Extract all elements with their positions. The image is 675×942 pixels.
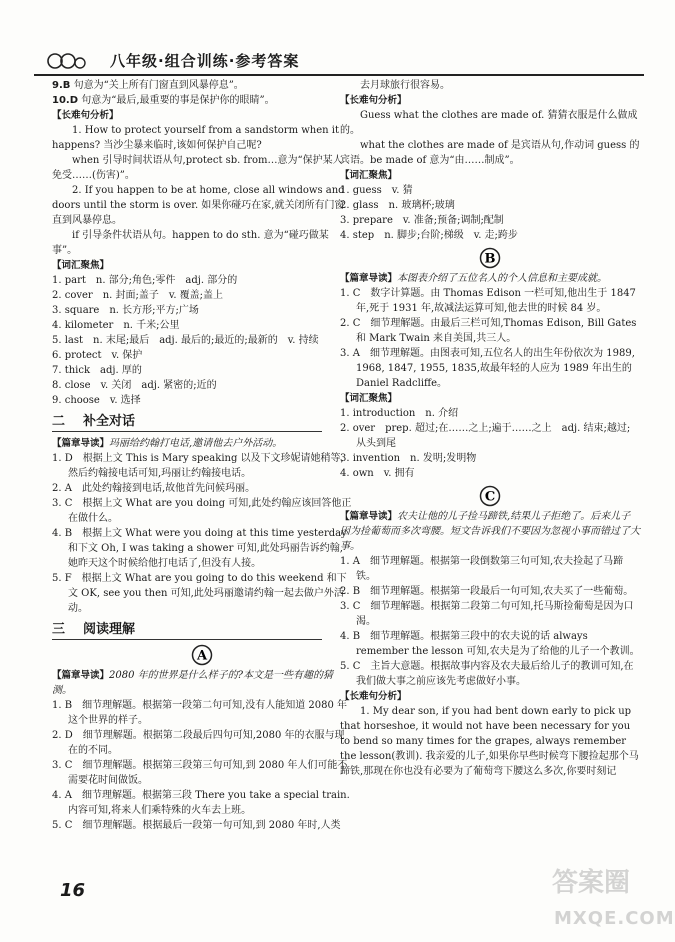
- section-3-heading: 三 阅读理解: [52, 622, 322, 640]
- vocab-item: 1. guess v. 猜: [340, 185, 413, 196]
- vocab-item: 5. last n. 末尾;最后 adj. 最后的;最近的;最新的 v. 持续: [52, 335, 319, 346]
- header-title: 八年级·组合训练·参考答案: [110, 52, 300, 70]
- reading-c-answer-4: 4. B 细节理解题。根据第三段中的农夫说的话 always remember the lesson 可知,农夫是为了给他的儿子一个教训。: [340, 631, 640, 657]
- vocab-item: 4. kilometer n. 千米;公里: [52, 320, 180, 331]
- long-sentence-2: 2. If you happen to be at home, close all windows and doors until the storm is over. 如果你碰巧在家,就关闭所有门窗直到风暴停息。: [52, 185, 345, 226]
- reading-b-answer-3: 3. A 细节理解题。由图表可知,五位名人的出生年份依次为 1989, 1968, 1847, 1955, 1835,故最年轻的人应为 1989 年出生的 Daniel Radcliffe。: [340, 348, 635, 389]
- dialog-answer-2: 2. A 此处约翰接到电话,故他首先问候玛丽。: [52, 483, 256, 494]
- vocab-tag: 【词汇聚焦】: [340, 170, 398, 181]
- section-2-heading: 二 补全对话: [52, 414, 322, 432]
- long-sentence-tag: 【长难句分析】: [340, 691, 407, 702]
- reading-a-answer-5: 5. C 细节理解题。根据最后一段第一句可知,到 2080 年时,人类: [52, 820, 341, 831]
- dialog-answer-1: 1. D 根据上文 This is Mary speaking 以及下文珍妮请她稍等,然后约翰接电话可知,玛丽让约翰接电话。: [52, 453, 344, 479]
- vocab-list: [52, 273, 352, 408]
- left-column: [52, 78, 352, 833]
- vocab-item: 1. part n. 部分;角色;零件 adj. 部分的: [52, 275, 238, 286]
- watermark-logo: 答案圈 MXQE.COM: [552, 868, 675, 929]
- passage-c-guide: 农夫让他的儿子捡马蹄铁,结果儿子拒绝了。后来儿子因为捡葡萄而多次弯腰。短文告诉我们不要因为忽视小事而错过了大事。: [340, 511, 640, 552]
- vocab-item: 3. prepare v. 准备;预备;调制;配制: [340, 215, 504, 226]
- reading-c-answer-3: 3. C 细节理解题。根据第二段第二句可知,托马斯捡葡萄是因为口渴。: [340, 601, 634, 627]
- passage-a-badge-icon: [191, 644, 213, 666]
- passage-c-badge-icon: [479, 485, 501, 507]
- guide-tag: 【篇章导读】: [340, 273, 398, 284]
- answer-10: 10.D 句意为“最后,最重要的事是保护你的眼睛”。: [52, 95, 275, 106]
- page-number: 16: [60, 880, 86, 901]
- svg-text:A: A: [196, 648, 208, 664]
- vocab-item: 2. cover n. 封面;盖子 v. 覆盖;盖上: [52, 290, 224, 301]
- vocab-item: 2. glass n. 玻璃杯;玻璃: [340, 200, 455, 211]
- reading-c-answer-2: 2. B 细节理解题。根据第一段最后一句可知,农夫买了一些葡萄。: [340, 586, 634, 597]
- svg-text:C: C: [484, 489, 496, 505]
- long-sentence: Guess what the clothes are made of. 猜猜衣服是什么做成的。: [340, 110, 638, 136]
- guide-tag: 【篇章导读】: [52, 670, 110, 681]
- answer-9: 9.B 句意为“关上所有门窗直到风暴停息”。: [52, 80, 244, 91]
- reading-b-answer-2: 2. C 细节理解题。由最后三栏可知,Thomas Edison, Bill Gates 和 Mark Twain 来自美国,共三人。: [340, 318, 637, 344]
- dialog-answer-5: 5. F 根据上文 What are you going to do this weekend 和下文 OK, see you then 可知,此处玛丽邀请约翰一起去做户外活动。: [52, 573, 347, 614]
- vocab-item: 3. square n. 长方形;平方;广场: [52, 305, 199, 316]
- long-sentence-1: 1. How to protect yourself from a sandstorm when it happens? 当沙尘暴来临时,该如何保护自己呢?: [52, 125, 339, 151]
- passage-b-badge-icon: [479, 247, 501, 269]
- long-sentence-1-note: when 引导时间状语从句,protect sb. from…意为“保护某人免受……(伤害)”。: [52, 155, 343, 181]
- passage-b-guide: 本图表介绍了五位名人的个人信息和主要成就。: [397, 273, 608, 284]
- long-sentence-note: what the clothes are made of 是宾语从句,作动词 guess 的宾语。be made of 意为“由……制成”。: [340, 140, 640, 166]
- vocab-item: 1. introduction n. 介绍: [340, 408, 459, 419]
- long-sentence-2-note: if 引导条件状语从句。happen to do sth. 意为“碰巧做某事”。: [52, 230, 329, 256]
- reading-a-answer-1: 1. B 细节理解题。根据第一段第二句可知,没有人能知道 2080 年这个世界的样子。: [52, 700, 348, 726]
- reading-a-answer-4: 4. A 细节理解题。根据第三段 There you take a special train. 内容可知,将来人们乘特殊的火车去上班。: [52, 790, 350, 816]
- long-sentence-tag: 【长难句分析】: [52, 110, 119, 121]
- guide-tag: 【篇章导读】: [340, 511, 398, 522]
- vocab-item: 4. own v. 拥有: [340, 468, 415, 479]
- dialog-answer-3: 3. C 根据上文 What are you doing 可知,此处约翰应该回答他正在做什么。: [52, 498, 352, 524]
- right-column: [340, 78, 640, 779]
- vocab-tag: 【词汇聚焦】: [340, 393, 398, 404]
- reading-c-answer-5: 5. C 主旨大意题。根据故事内容及农夫最后给儿子的教训可知,在我们做大事之前应该先考虑做好小事。: [340, 661, 634, 687]
- svg-text:B: B: [484, 251, 496, 267]
- dialog-answer-4: 4. B 根据上文 What were you doing at this time yesterday 和下文 Oh, I was taking a shower 可知,此处玛丽告诉约翰,她昨天这个时候给他打电话了,但没有人接。: [52, 528, 347, 569]
- vocab-tag: 【词汇聚焦】: [52, 260, 110, 271]
- vocab-item: 4. step n. 脚步;台阶;梯级 v. 走;跨步: [340, 230, 518, 241]
- vocab-item: 7. thick adj. 厚的: [52, 365, 142, 376]
- section-2-guide: 玛丽给约翰打电话,邀请他去户外活动。: [109, 438, 283, 449]
- passage-a-guide: 2080 年的世界是什么样子的?本文是一些有趣的猜测。: [52, 670, 334, 696]
- guide-tag: 【篇章导读】: [52, 438, 110, 449]
- reading-a-answer-3: 3. C 细节理解题。根据第三段第三句可知,到 2080 年人们可能不需要花时间做饭。: [52, 760, 348, 786]
- long-sentence-tag: 【长难句分析】: [340, 95, 407, 106]
- vocab-item: 9. choose v. 选择: [52, 395, 141, 406]
- continued-text: 去月球旅行很容易。: [360, 80, 450, 91]
- vocab-item: 3. invention n. 发明;发明物: [340, 453, 477, 464]
- vocab-item: 6. protect v. 保护: [52, 350, 143, 361]
- long-sentence: 1. My dear son, if you had bent down early to pick up that horseshoe, it would not have been necessary for you to bend so many times for the grapes, always remember the lesson(教训). 我亲爱的儿子,如果你早些时候弯下腰捡起那个马蹄铁,那现在你也没有必要为了葡萄弯下腰这么多次,你要时刻记: [340, 706, 639, 777]
- book-logo-icon: [46, 50, 88, 72]
- vocab-item: 8. close v. 关闭 adj. 紧密的;近的: [52, 380, 217, 391]
- page-header: [34, 48, 644, 76]
- reading-b-answer-1: 1. C 数字计算题。由 Thomas Edison 一栏可知,他出生于 1847 年,死于 1931 年,故减法运算可知,他去世的时候 84 岁。: [340, 288, 636, 314]
- reading-c-answer-1: 1. A 细节理解题。根据第一段倒数第三句可知,农夫捡起了马蹄铁。: [340, 556, 624, 582]
- vocab-item: 2. over prep. 超过;在……之上;遍于……之上 adj. 结束;越过;从头到尾: [340, 423, 631, 449]
- reading-a-answer-2: 2. D 细节理解题。根据第二段最后四句可知,2080 年的衣服与现在的不同。: [52, 730, 345, 756]
